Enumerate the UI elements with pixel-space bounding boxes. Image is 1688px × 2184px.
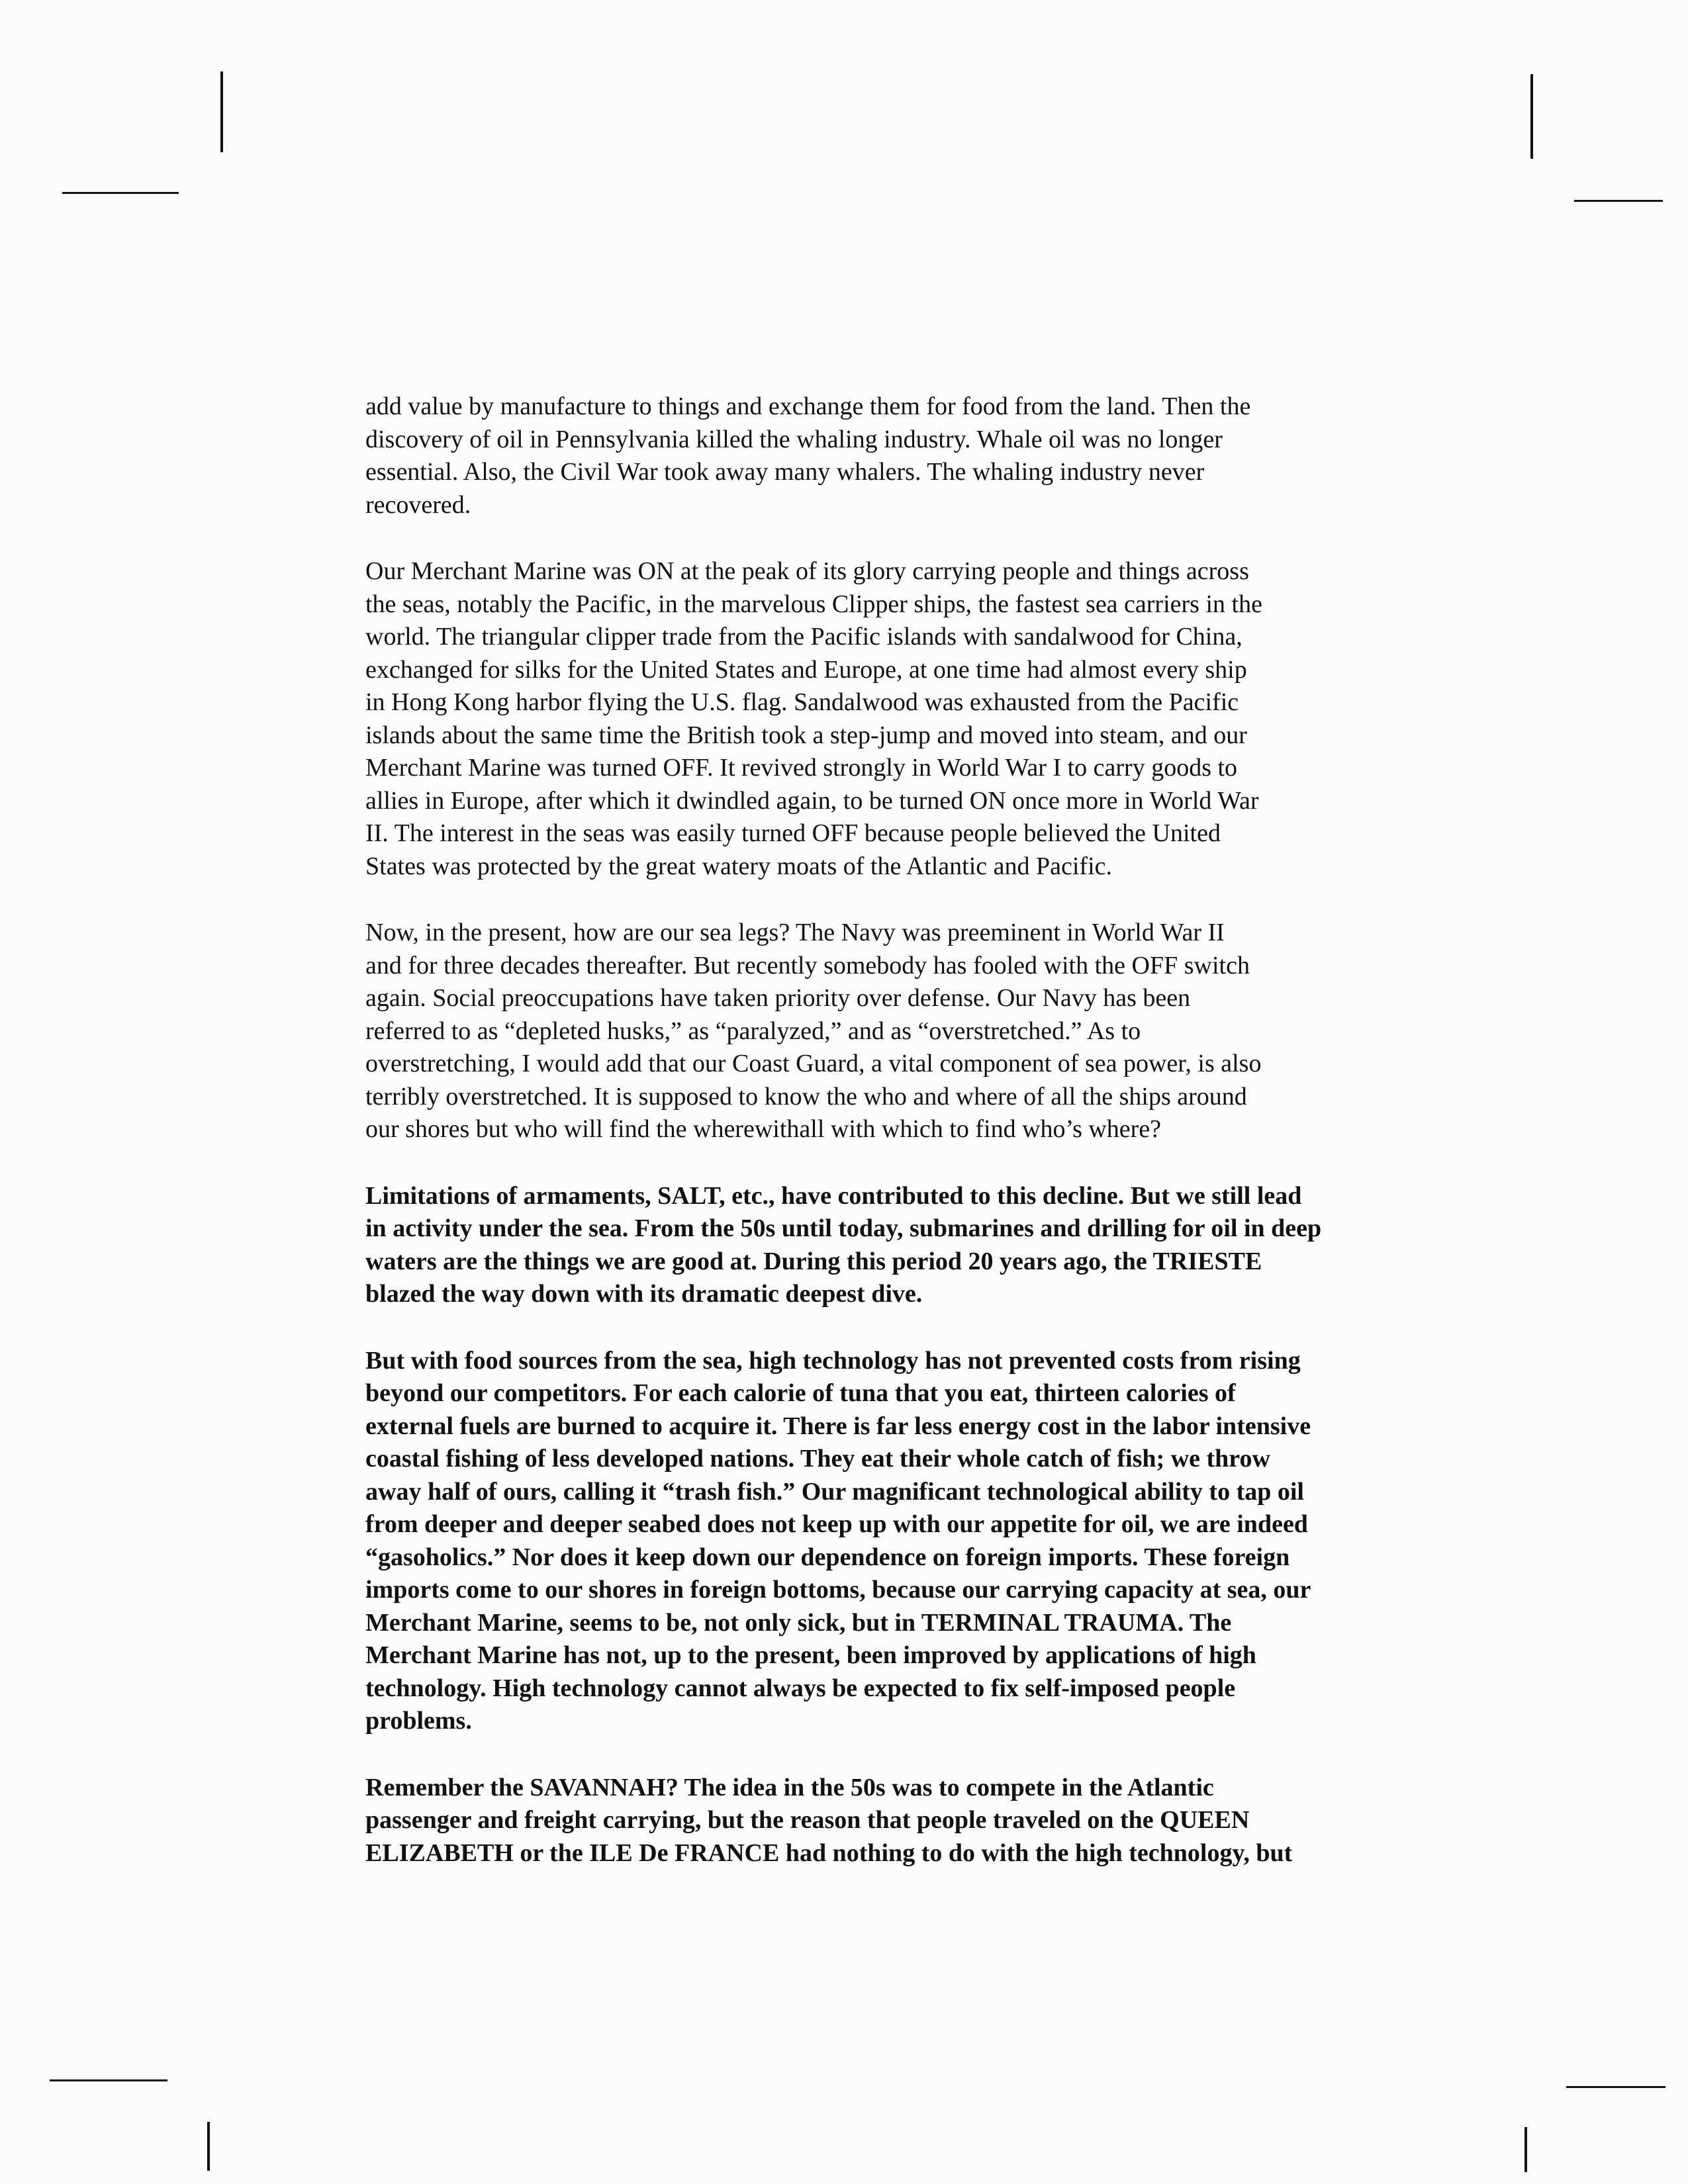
text-line: world. The triangular clipper trade from the Pacific islands with sandalwood for China, [365, 623, 1243, 651]
text-line: coastal fishing of less developed nations. They eat their whole catch of fish; we throw [365, 1445, 1270, 1473]
text-line: exchanged for silks for the United States and Europe, at one time had almost every ship [365, 655, 1247, 684]
paragraph [365, 1345, 1378, 1738]
text-line: imports come to our shores in foreign bottoms, because our carrying capacity at sea, our [365, 1576, 1311, 1604]
crop-mark-bottom-left-vertical [207, 2122, 210, 2171]
text-line: Merchant Marine, seems to be, not only sick, but in TERMINAL TRAUMA. The [365, 1608, 1232, 1637]
crop-mark-bottom-left-horizontal [50, 2079, 167, 2081]
text-line: waters are the things we are good at. During this period 20 years ago, the TRIESTE [365, 1247, 1262, 1275]
text-line: referred to as “depleted husks,” as “paralyzed,” and as “overstretched.” As to [365, 1017, 1141, 1045]
text-line: add value by manufacture to things and exchange them for food from the land. Then the [365, 392, 1251, 420]
paragraph [365, 555, 1378, 883]
text-line: Our Merchant Marine was ON at the peak of its glory carrying people and things across [365, 557, 1249, 585]
text-line: essential. Also, the Civil War took away many whalers. The whaling industry never [365, 458, 1205, 486]
text-line: Now, in the present, how are our sea legs? The Navy was preeminent in World War II [365, 919, 1225, 946]
text-line: and for three decades thereafter. But recently somebody has fooled with the OFF switch [365, 951, 1250, 979]
text-line: discovery of oil in Pennsylvania killed the whaling industry. Whale oil was no longer [365, 425, 1223, 453]
text-line: problems. [365, 1707, 472, 1735]
paragraph [365, 390, 1378, 522]
text-line: technology. High technology cannot always be expected to fix self-imposed people [365, 1674, 1236, 1702]
text-line: in Hong Kong harbor flying the U.S. flag. Sandalwood was exhausted from the Pacific [365, 688, 1239, 716]
text-line: “gasoholics.” Nor does it keep down our dependence on foreign imports. These foreign [365, 1543, 1290, 1571]
text-line: ELIZABETH or the ILE De FRANCE had nothing to do with the high technology, but [365, 1839, 1293, 1867]
text-line: our shores but who will find the wherewithall with which to find who’s where? [365, 1115, 1162, 1143]
text-line: Remember the SAVANNAH? The idea in the 50s was to compete in the Atlantic [365, 1773, 1214, 1801]
text-line: Merchant Marine was turned OFF. It revived strongly in World War I to carry goods to [365, 754, 1238, 782]
paragraph [365, 1180, 1378, 1311]
text-line: allies in Europe, after which it dwindled again, to be turned ON once more in World War [365, 786, 1259, 815]
text-line: terribly overstretched. It is supposed to know the who and where of all the ships around [365, 1082, 1247, 1111]
crop-mark-top-right-horizontal [1574, 200, 1663, 202]
text-line: away half of ours, calling it “trash fish.” Our magnificant technological ability to tap oil [365, 1477, 1304, 1506]
crop-mark-top-right-vertical [1530, 74, 1533, 159]
crop-mark-top-left-horizontal [62, 192, 179, 194]
paragraph [365, 1772, 1378, 1870]
text-line: islands about the same time the British took a step-jump and moved into steam, and our [365, 721, 1247, 749]
paragraph [365, 917, 1378, 1146]
text-line: recovered. [365, 490, 471, 519]
text-line: beyond our competitors. For each calorie of tuna that you eat, thirteen calories of [365, 1379, 1236, 1407]
text-line: external fuels are burned to acquire it. There is far less energy cost in the labor intensive [365, 1412, 1311, 1440]
body-text [365, 390, 1378, 1903]
text-line: again. Social preoccupations have taken priority over defense. Our Navy has been [365, 984, 1191, 1012]
text-line: blazed the way down with its dramatic deepest dive. [365, 1280, 923, 1308]
crop-mark-bottom-right-vertical [1524, 2127, 1527, 2172]
text-line: Merchant Marine has not, up to the present, been improved by applications of high [365, 1641, 1256, 1669]
text-line: II. The interest in the seas was easily turned OFF because people believed the United [365, 819, 1221, 847]
text-line: Limitations of armaments, SALT, etc., have contributed to this decline. But we still lead [365, 1181, 1302, 1210]
crop-mark-bottom-right-horizontal [1566, 2086, 1665, 2088]
text-line: passenger and freight carrying, but the reason that people traveled on the QUEEN [365, 1806, 1250, 1834]
text-line: States was protected by the great watery moats of the Atlantic and Pacific. [365, 852, 1113, 880]
text-line: overstretching, I would add that our Coast Guard, a vital component of sea power, is also [365, 1050, 1262, 1077]
text-line: But with food sources from the sea, high technology has not prevented costs from rising [365, 1346, 1301, 1375]
text-line: in activity under the sea. From the 50s until today, submarines and drilling for oil in deep [365, 1214, 1322, 1242]
crop-mark-top-left-vertical [220, 71, 223, 152]
text-line: from deeper and deeper seabed does not keep up with our appetite for oil, we are indeed [365, 1510, 1308, 1538]
text-line: the seas, notably the Pacific, in the marvelous Clipper ships, the fastest sea carriers in the [365, 590, 1262, 618]
